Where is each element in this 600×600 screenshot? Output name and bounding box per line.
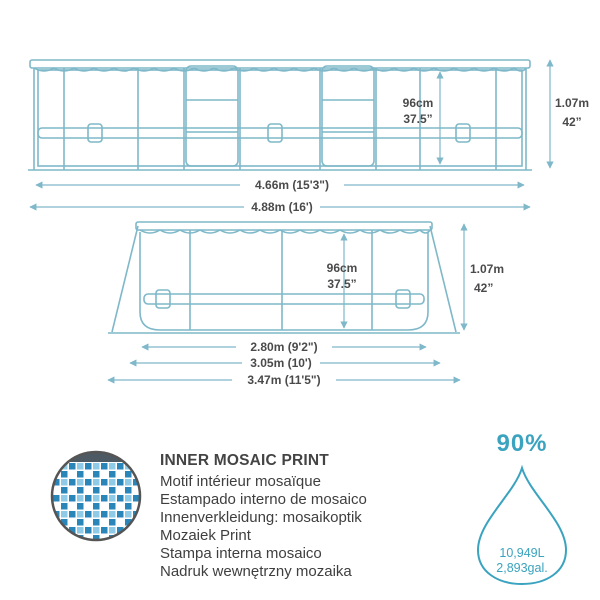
fill-percent: 90% <box>496 430 548 457</box>
print-translation-pl: Nadruk wewnętrzny mozaika <box>160 563 352 580</box>
end-inner-height-cm: 96cm <box>326 261 358 275</box>
end-view <box>108 222 460 333</box>
side-liner <box>38 70 522 166</box>
end-outer-height-in: 42” <box>474 281 494 295</box>
side-top-rail <box>30 60 530 68</box>
side-outer-length: 4.88m (16') <box>251 200 313 214</box>
print-translation-es: Estampado interno de mosaico <box>160 491 367 508</box>
print-title: INNER MOSAIC PRINT <box>160 452 329 469</box>
print-translation-nl: Mozaiek Print <box>160 527 251 544</box>
side-belt <box>38 128 522 138</box>
end-inner-width: 2.80m (9'2") <box>250 340 318 354</box>
side-inner-height-cm: 96cm <box>402 96 434 110</box>
end-outer-width: 3.47m (11'5") <box>247 373 321 387</box>
side-inner-height-in: 37.5” <box>403 112 433 126</box>
capacity-gallons: 2,893gal. <box>496 561 548 575</box>
side-inner-length: 4.66m (15'3") <box>255 178 329 192</box>
water-capacity <box>462 430 582 590</box>
print-translation-it: Stampa interna mosaico <box>160 545 322 562</box>
mosaic-swatch-icon <box>48 448 144 544</box>
end-belt <box>144 294 424 304</box>
end-outer-height-m: 1.07m <box>470 262 505 276</box>
side-view <box>28 60 532 170</box>
end-inner-height-in: 37.5” <box>327 277 357 291</box>
end-top-rail <box>136 222 432 230</box>
side-ladder-right <box>322 66 374 166</box>
capacity-liters: 10,949L <box>499 546 545 560</box>
mosaic-print-info <box>160 452 367 581</box>
side-outer-height-in: 42” <box>562 115 582 129</box>
end-liner <box>140 232 428 330</box>
side-outer-height-m: 1.07m <box>554 96 590 110</box>
print-translation-fr: Motif intérieur mosaïque <box>160 473 321 490</box>
side-ladder-left <box>186 66 238 166</box>
end-mid-width: 3.05m (10') <box>250 356 312 370</box>
print-translation-de: Innenverkleidung: mosaikoptik <box>160 509 362 526</box>
